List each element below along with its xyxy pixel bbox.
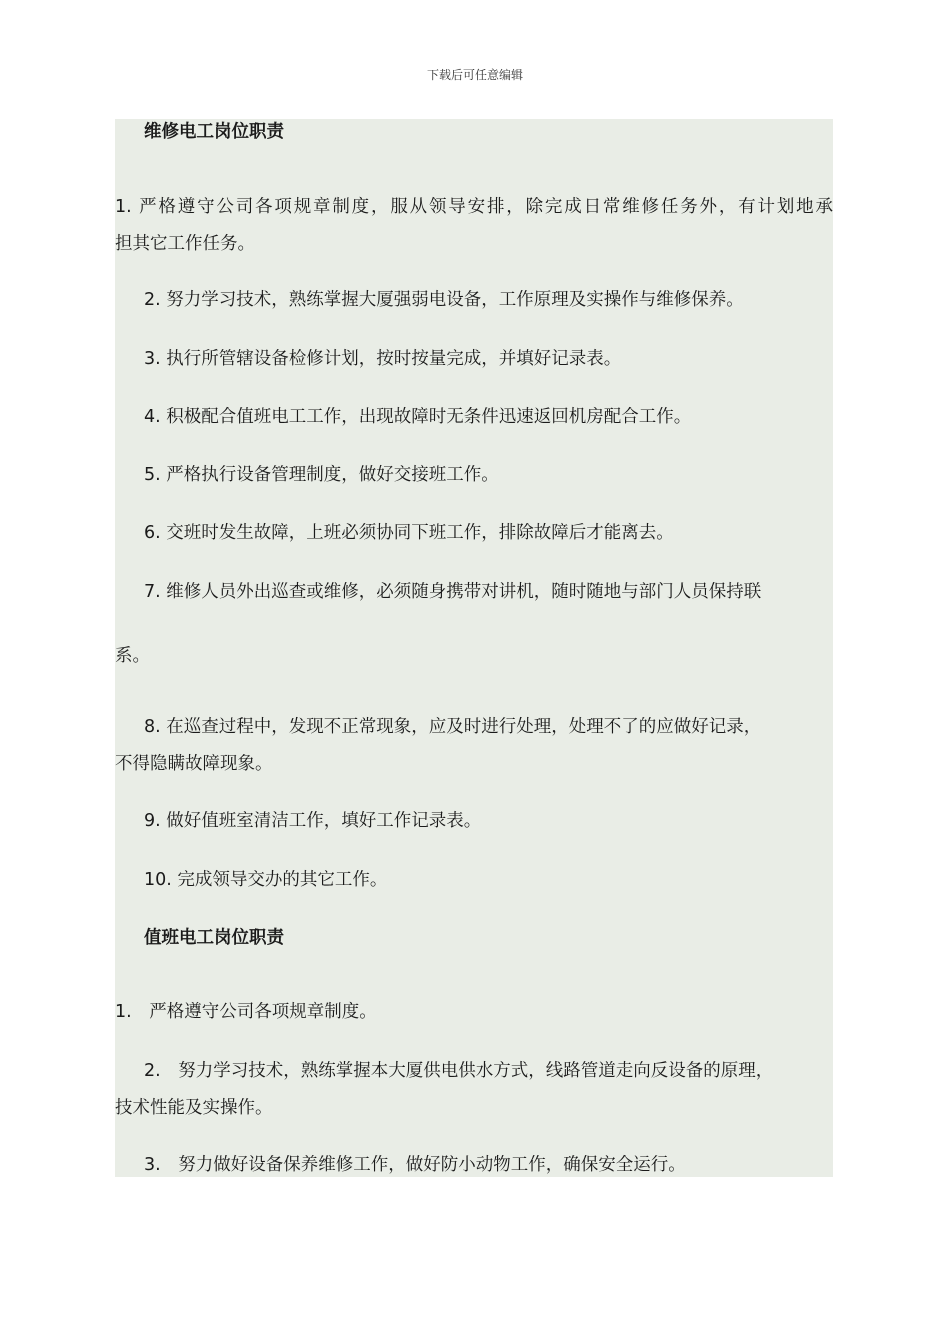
duty-item-4: 4. 积极配合值班电工工作，出现故障时无条件迅速返回机房配合工作。 bbox=[144, 407, 692, 427]
duty-item-1-line-2: 担其它工作任务。 bbox=[115, 234, 255, 254]
duty-item-3: 3. 执行所管辖设备检修计划，按时按量完成，并填好记录表。 bbox=[144, 349, 622, 369]
duty-item-7-line-1: 7. 维修人员外出巡查或维修，必须随身携带对讲机，随时随地与部门人员保持联 bbox=[144, 582, 762, 602]
duty-item-7-line-2: 系。 bbox=[115, 646, 150, 666]
document-body bbox=[115, 119, 833, 1177]
duty-item-6: 6. 交班时发生故障，上班必须协同下班工作，排除故障后才能离去。 bbox=[144, 523, 674, 543]
duty-item-8-line-2: 不得隐瞒故障现象。 bbox=[115, 754, 273, 774]
page-header-note: 下载后可任意编辑 bbox=[426, 68, 523, 82]
duty2-item-3: 3. 努力做好设备保养维修工作，做好防小动物工作，确保安全运行。 bbox=[144, 1155, 686, 1175]
duty2-item-2-line-1: 2. 努力学习技术，熟练掌握本大厦供电供水方式，线路管道走向反设备的原理， bbox=[144, 1061, 774, 1081]
duty-item-10: 10. 完成领导交办的其它工作。 bbox=[144, 870, 388, 890]
duty-item-5: 5. 严格执行设备管理制度，做好交接班工作。 bbox=[144, 465, 499, 485]
duty-item-2: 2. 努力学习技术，熟练掌握大厦强弱电设备，工作原理及实操作与维修保养。 bbox=[144, 290, 744, 310]
duty2-item-2-line-2: 技术性能及实操作。 bbox=[115, 1098, 273, 1118]
duty-item-8-line-1: 8. 在巡查过程中，发现不正常现象，应及时进行处理，处理不了的应做好记录， bbox=[144, 717, 762, 737]
duty2-item-1: 1. 严格遵守公司各项规章制度。 bbox=[115, 1002, 377, 1022]
section-title-maintenance-electrician: 维修电工岗位职责 bbox=[144, 122, 284, 142]
section-title-duty-electrician: 值班电工岗位职责 bbox=[144, 928, 284, 948]
duty-item-9: 9. 做好值班室清洁工作，填好工作记录表。 bbox=[144, 811, 482, 831]
duty-item-1-line-1: 1. 严格遵守公司各项规章制度，服从领导安排，除完成日常维修任务外，有计划地承 bbox=[115, 197, 833, 217]
